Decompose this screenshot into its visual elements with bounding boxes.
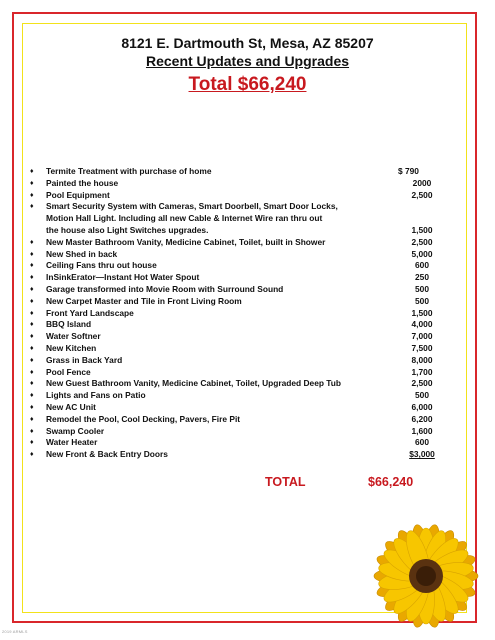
item-description: Painted the house [46,177,119,188]
item-amount: 5,000 [411,248,433,259]
diamond-bullet-icon: ♦ [30,403,34,411]
sunflower-core [416,566,436,586]
item-description: Swamp Cooler [46,425,105,436]
item-description: Pool Fence [46,366,91,377]
headline-total: Total $66,240 [188,74,307,95]
item-description: Motion Hall Light. Including all new Cable & Internet Wire ran thru out [46,213,323,224]
document-subtitle: Recent Updates and Upgrades [145,53,350,69]
list-item [30,260,450,272]
diamond-bullet-icon: ♦ [30,368,34,376]
list-item [30,402,450,414]
item-description: Garage transformed into Movie Room with Surround Sound [46,283,284,294]
diamond-bullet-icon: ♦ [30,333,34,341]
item-description: Grass in Back Yard [46,354,123,365]
diamond-bullet-icon: ♦ [30,179,34,187]
diamond-bullet-icon: ♦ [30,262,34,270]
property-address: 8121 E. Dartmouth St, Mesa, AZ 85207 [121,35,374,51]
diamond-bullet-icon: ♦ [30,344,34,352]
diamond-bullet-icon: ♦ [30,427,34,435]
item-amount: 1,600 [411,425,433,436]
list-item [30,414,450,426]
item-amount: 1,500 [411,224,433,235]
item-amount: 500 [415,295,429,306]
item-description: InSinkErator—Instant Hot Water Spout [46,272,200,283]
item-description: Water Heater [46,437,98,448]
list-item [30,296,450,308]
item-description: Termite Treatment with purchase of home [46,166,212,176]
item-amount: 1,700 [411,366,433,377]
item-description: Ceiling Fans thru out house [46,260,157,271]
diamond-bullet-icon: ♦ [30,392,34,400]
list-item [30,426,450,438]
list-item [30,284,450,296]
diamond-bullet-icon: ♦ [30,203,34,211]
list-item [30,272,450,284]
list-item [30,190,450,202]
item-description: New Carpet Master and Tile in Front Living Room [46,295,242,306]
list-item [30,308,450,320]
item-amount: 1,500 [411,307,433,318]
item-amount: 7,500 [411,342,433,353]
item-amount: 7,000 [411,331,433,342]
list-item [30,237,450,249]
item-description: New Shed in back [46,248,118,259]
diamond-bullet-icon: ♦ [30,415,34,423]
item-description: Remodel the Pool, Cool Decking, Pavers, Fire Pit [46,413,241,424]
item-description: the house also Light Switches upgrades. [46,224,209,235]
list-item [30,449,450,461]
list-item [30,437,450,449]
list-item [30,201,450,236]
item-amount: 500 [415,283,429,294]
item-amount: 8,000 [411,354,433,365]
grand-total-value: $66,240 [368,475,414,489]
item-amount: 6,200 [411,413,433,424]
sunflower-icon [370,520,482,632]
item-amount: 4,000 [411,319,433,330]
item-amount: 6,000 [411,401,433,412]
item-amount: 250 [415,272,429,283]
list-item [30,378,450,390]
list-item [30,355,450,367]
list-item [30,343,450,355]
diamond-bullet-icon: ♦ [30,451,34,459]
document-header [0,34,495,98]
diamond-bullet-icon: ♦ [30,238,34,246]
item-description: Water Softner [46,331,101,342]
grand-total-label: TOTAL [265,475,306,489]
diamond-bullet-icon: ♦ [30,274,34,282]
list-item [30,249,450,261]
list-item [30,390,450,402]
item-amount: $3,000 [409,449,435,460]
item-description: Lights and Fans on Patio [46,390,146,401]
item-amount: 500 [415,390,429,401]
item-amount: 600 [415,437,429,448]
diamond-bullet-icon: ♦ [30,309,34,317]
item-amount: 2000 [412,177,432,188]
item-description: New Kitchen [46,342,97,353]
diamond-bullet-icon: ♦ [30,191,34,199]
list-item [30,166,450,178]
item-description: New Master Bathroom Vanity, Medicine Cabinet, Toilet, built in Shower [46,236,326,247]
item-amount: 600 [415,260,429,271]
list-item [30,319,450,331]
diamond-bullet-icon: ♦ [30,380,34,388]
item-description: New Front & Back Entry Doors [46,449,168,460]
item-description: Front Yard Landscape [46,307,134,318]
diamond-bullet-icon: ♦ [30,285,34,293]
item-amount: $ 790 [398,166,419,176]
diamond-bullet-icon: ♦ [30,356,34,364]
item-description: BBQ Island [46,319,92,330]
diamond-bullet-icon: ♦ [30,439,34,447]
item-amount: 2,500 [411,236,433,247]
item-amount: 2,500 [411,378,433,389]
list-item [30,331,450,343]
item-description: New AC Unit [46,401,96,412]
listing-watermark: 2019 ARMLS [2,629,28,634]
diamond-bullet-icon: ♦ [30,168,34,175]
item-description: New Guest Bathroom Vanity, Medicine Cabinet, Toilet, Upgraded Deep Tub [46,378,342,389]
diamond-bullet-icon: ♦ [30,297,34,305]
diamond-bullet-icon: ♦ [30,321,34,329]
list-item [30,178,450,190]
list-item [30,367,450,379]
diamond-bullet-icon: ♦ [30,250,34,258]
item-description: Pool Equipment [46,189,110,200]
upgrade-list [30,166,450,461]
item-amount: 2,500 [411,189,433,200]
item-description: Smart Security System with Cameras, Smart Doorbell, Smart Door Locks, [46,201,338,212]
